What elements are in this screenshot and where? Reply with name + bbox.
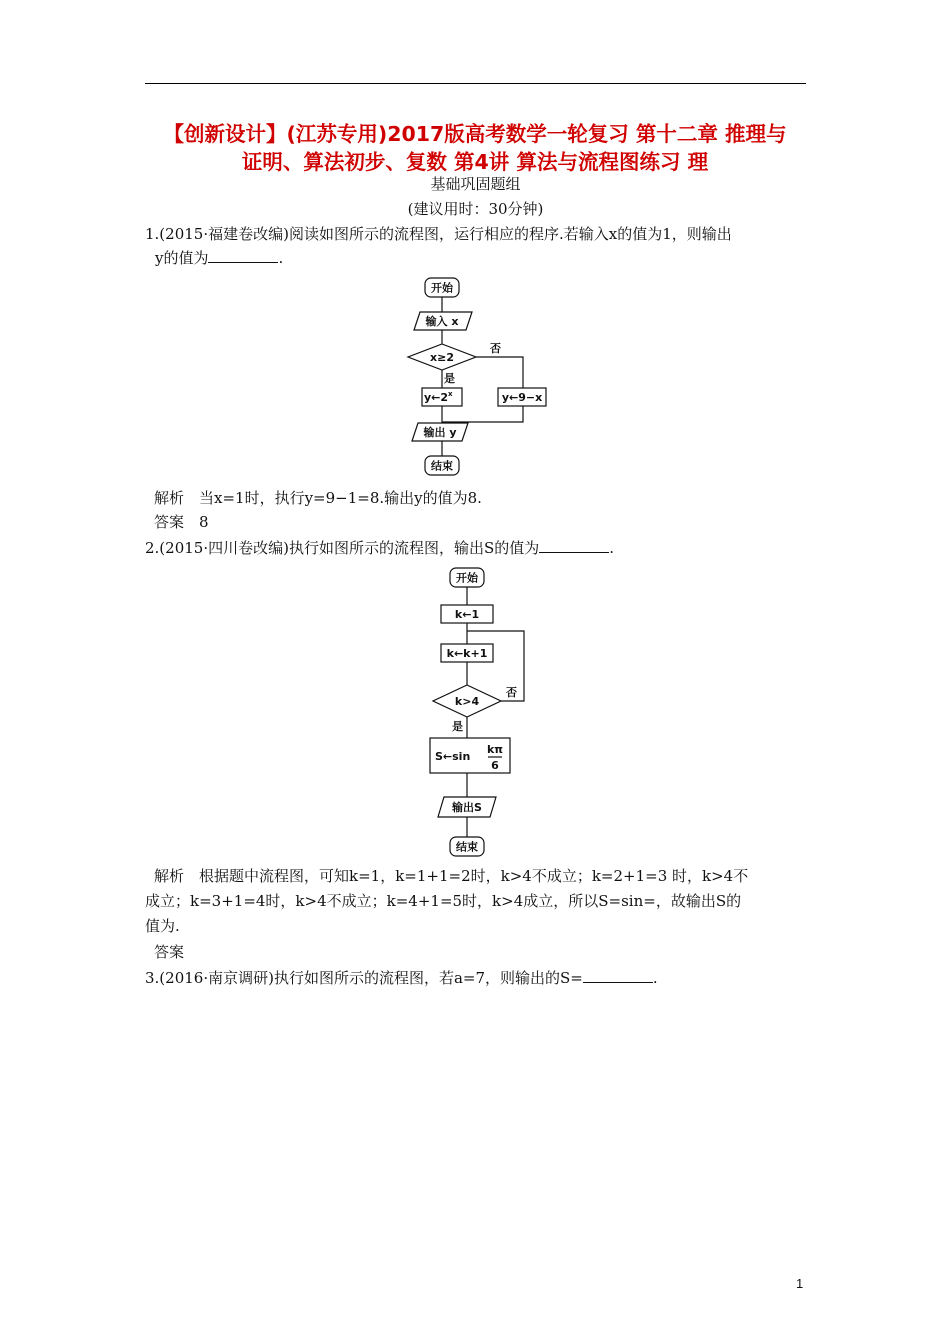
q2-line-1-text: 2.(2015·四川卷改编)执行如图所示的流程图，输出S的值为	[145, 539, 540, 557]
q1-line-2-end: .	[278, 249, 284, 267]
q2-answer-blank	[539, 538, 609, 553]
fc1-start-label: 开始	[431, 281, 453, 295]
fc1-condition-label: x≥2	[430, 351, 454, 364]
fc2-init-label: k←1	[454, 608, 480, 621]
fc2-assign-label: S←sin	[435, 750, 471, 763]
q2-line-1-end: .	[609, 539, 615, 557]
q3-line-1-end: .	[652, 969, 658, 987]
q1-line-2	[155, 246, 820, 270]
title-line-2: 证明、算法初步、复数 第4讲 算法与流程图练习 理	[241, 150, 709, 174]
q1-answer: 答案 8	[154, 513, 209, 531]
q3-line-1	[145, 966, 810, 990]
page-number: 1	[796, 1276, 804, 1291]
q3-answer-blank	[583, 968, 653, 983]
fc2-yes-label: 是	[452, 720, 463, 733]
fc2-fraction-denominator: 6	[491, 759, 499, 772]
q3-line-1-text: 3.(2016·南京调研)执行如图所示的流程图，若a=7，则输出的S=	[145, 969, 583, 987]
fc2-output-label: 输出S	[452, 801, 482, 814]
title-line-1: 【创新设计】(江苏专用)2017版高考数学一轮复习 第十二章 推理与	[163, 122, 787, 146]
q1-line-2-text: y的值为	[155, 249, 209, 267]
fc2-condition-label: k>4	[454, 695, 480, 708]
q1-answer-blank	[208, 248, 278, 263]
fc1-assign-yes-label	[424, 390, 453, 404]
time-note: (建议用时：30分钟)	[407, 200, 544, 218]
fc2-no-label: 否	[506, 686, 517, 699]
fc1-assign-yes-exponent: x	[448, 390, 453, 398]
q1-analysis: 解析 当x=1时，执行y=9−1=8.输出y的值为8.	[154, 489, 482, 507]
fc1-end-label: 结束	[431, 459, 453, 473]
fc1-yes-label: 是	[444, 372, 455, 385]
fc1-no-label: 否	[490, 342, 501, 355]
fc1-assign-yes-text: y←2	[424, 391, 449, 404]
q1-line-1: 1.(2015·福建卷改编)阅读如图所示的流程图，运行相应的程序.若输入x的值为1，则输出	[145, 225, 732, 243]
q2-line-1	[145, 536, 810, 560]
fc1-assign-no-label: y←9−x	[501, 391, 543, 404]
q2-analysis-line-1: 解析 根据题中流程图，可知k=1，k=1+1=2时，k>4不成立；k=2+1=3 时，k>4不	[154, 867, 749, 885]
fc1-output-label: 输出 y	[423, 426, 457, 439]
fc2-step-label: k←k+1	[446, 647, 488, 660]
q2-analysis-line-3: 值为.	[145, 917, 180, 935]
section-heading: 基础巩固题组	[430, 175, 521, 193]
fc1-input-label: 输入 x	[425, 315, 459, 328]
fc2-end-label: 结束	[456, 840, 478, 854]
flowchart-2	[420, 560, 550, 860]
fc2-fraction-numerator: kπ	[486, 743, 504, 756]
q2-analysis-line-2: 成立；k=3+1=4时，k>4不成立；k=4+1=5时，k>4成立，所以S=sin=，故输出S的	[145, 892, 742, 910]
q2-answer: 答案	[154, 943, 185, 961]
flowchart-1	[390, 272, 560, 482]
fc2-start-label: 开始	[456, 571, 478, 585]
document-title	[140, 120, 810, 176]
header-rule	[145, 83, 806, 84]
